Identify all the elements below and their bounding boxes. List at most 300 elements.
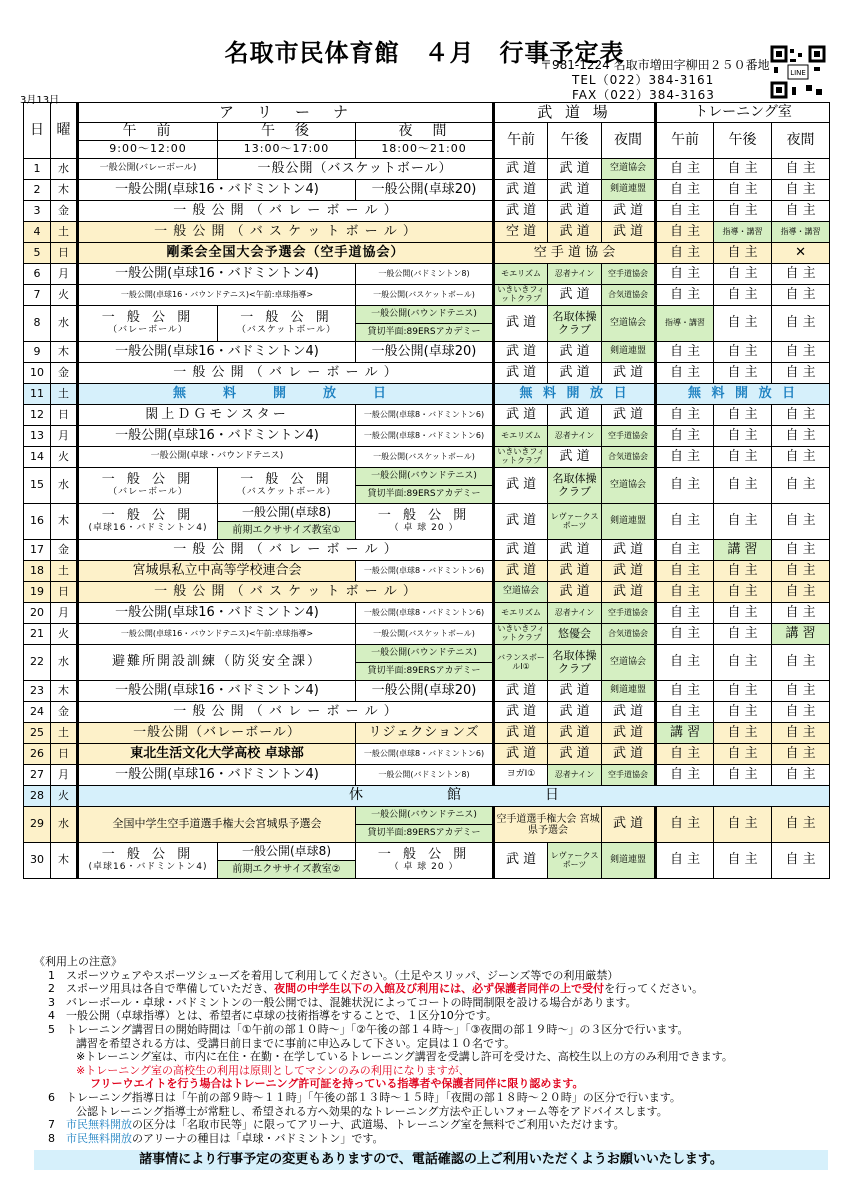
training-slot: 自 主 bbox=[714, 744, 772, 765]
arena-pm-line2: 前期エクササイズ教室② bbox=[218, 861, 355, 878]
footer-notice: 諸事情により行事予定の変更もありますので、電話確認の上ご利用いただくようお願いいたします。 bbox=[34, 1150, 828, 1170]
training-slot: 自 主 bbox=[714, 159, 772, 180]
training-slot: 自 主 bbox=[714, 447, 772, 468]
arena-all-day: 剛柔会全国大会予選会（空手道協会） bbox=[78, 243, 494, 264]
training-slot: 自 主 bbox=[656, 744, 714, 765]
closed-day: 休 館 日 bbox=[78, 786, 830, 807]
training-slot: 指導・講習 bbox=[772, 222, 830, 243]
schedule-row bbox=[24, 786, 830, 807]
training-slot: 自 主 bbox=[656, 603, 714, 624]
header-arena-pm: 午 後 bbox=[218, 123, 356, 141]
budo-free: 無 料 開 放 日 bbox=[494, 384, 656, 405]
training-slot: 自 主 bbox=[656, 807, 714, 843]
day-number: 12 bbox=[24, 405, 51, 426]
training-slot: 自 主 bbox=[656, 405, 714, 426]
budo-slot: 武 道 bbox=[494, 843, 548, 879]
header-dow: 曜 bbox=[51, 103, 78, 159]
arena-am-pm: 一般公開（バレーボール） bbox=[78, 723, 356, 744]
arena-pm-line2: 前期エクササイズ教室① bbox=[218, 522, 355, 539]
day-of-week: 水 bbox=[51, 306, 78, 342]
budo-slot: 武 道 bbox=[548, 222, 602, 243]
arena-night: リジェクションズ bbox=[356, 723, 494, 744]
training-slot: 自 主 bbox=[714, 363, 772, 384]
schedule-row bbox=[24, 285, 830, 306]
training-slot: 自 主 bbox=[772, 468, 830, 504]
budo-slot: 武 道 bbox=[602, 405, 656, 426]
training-slot: 自 主 bbox=[656, 681, 714, 702]
arena-am-pm: 一般公開(卓球16・バドミントン4) bbox=[78, 681, 356, 702]
budo-slot: 武 道 bbox=[494, 159, 548, 180]
arena-am-line2: (卓球16・バドミントン4) bbox=[88, 522, 208, 533]
day-of-week: 土 bbox=[51, 384, 78, 405]
day-of-week: 月 bbox=[51, 264, 78, 285]
arena-am-pm: 一般公開(卓球16・バドミントン4) bbox=[78, 765, 356, 786]
day-number: 26 bbox=[24, 744, 51, 765]
schedule-row bbox=[24, 180, 830, 201]
arena-pm bbox=[218, 504, 356, 540]
training-slot: 指導・講習 bbox=[714, 222, 772, 243]
qr-code-icon[interactable] bbox=[770, 45, 826, 99]
budo-slot: 武 道 bbox=[548, 723, 602, 744]
arena-night-line2: 貸切半面:89ERSアカデミー bbox=[356, 825, 492, 842]
budo-slot: 空手道協会 bbox=[602, 765, 656, 786]
header-train-h_pm_s: 午後 bbox=[714, 123, 772, 159]
training-slot: 自 主 bbox=[656, 342, 714, 363]
budo-slot: 悠優会 bbox=[548, 624, 602, 645]
arena-am bbox=[78, 468, 218, 504]
budo-slot: 武 道 bbox=[494, 363, 548, 384]
training-slot: 自 主 bbox=[656, 645, 714, 681]
schedule-row bbox=[24, 702, 830, 723]
budo-slot: 武 道 bbox=[602, 723, 656, 744]
day-number: 4 bbox=[24, 222, 51, 243]
budo-slot: 忍者ナイン bbox=[548, 603, 602, 624]
training-slot: 自 主 bbox=[656, 582, 714, 603]
arena-am-line1: 一 般 公 開 bbox=[101, 847, 195, 863]
training-slot: 自 主 bbox=[714, 285, 772, 306]
budo-slot: 武 道 bbox=[548, 405, 602, 426]
note-5: 5 トレーニング講習日の開始時間は「①午前の部１０時～」「②午後の部１４時～」「③夜間の部１９時～」の３区分で行います。 bbox=[48, 1022, 689, 1036]
budo-slot: 武 道 bbox=[548, 561, 602, 582]
schedule-row bbox=[24, 447, 830, 468]
arena-am-pm: 全国中学生空手道選手権大会宮城県予選会 bbox=[78, 807, 356, 843]
training-slot: 自 主 bbox=[656, 201, 714, 222]
day-of-week: 金 bbox=[51, 540, 78, 561]
schedule-row bbox=[24, 363, 830, 384]
day-number: 27 bbox=[24, 765, 51, 786]
schedule-row bbox=[24, 384, 830, 405]
training-slot: 自 主 bbox=[656, 285, 714, 306]
arena-night-line2: 貸切半面:89ERSアカデミー bbox=[356, 324, 492, 341]
training-slot: 自 主 bbox=[772, 843, 830, 879]
schedule-row bbox=[24, 723, 830, 744]
schedule-row bbox=[24, 201, 830, 222]
arena-night-line1: 一 般 公 開 bbox=[377, 508, 471, 524]
training-slot: 自 主 bbox=[772, 582, 830, 603]
day-of-week: 木 bbox=[51, 843, 78, 879]
budo-slot: モエリズム bbox=[494, 426, 548, 447]
day-of-week: 木 bbox=[51, 342, 78, 363]
budo-slot: 武 道 bbox=[494, 540, 548, 561]
note-6b: 公認トレーニング指導士が常駐し、希望される方へ効果的なトレーニング方法や正しいフォーム等をアドバイスします。 bbox=[76, 1104, 668, 1118]
header-budo-h_am_s: 午前 bbox=[494, 123, 548, 159]
day-of-week: 土 bbox=[51, 222, 78, 243]
training-slot: 自 主 bbox=[772, 180, 830, 201]
arena-pm bbox=[218, 468, 356, 504]
arena-am-pm: 一般公開(卓球16・バドミントン4) bbox=[78, 264, 356, 285]
budo-slot: 空 道 bbox=[494, 222, 548, 243]
note-5e: フリーウエイトを行う場合はトレーニング許可証を持っている指導者や保護者同伴に限り認めます。 bbox=[90, 1077, 584, 1091]
budo-am-pm: 空手道選手権大会 宮城県予選会 bbox=[494, 807, 602, 843]
budo-slot: 剣道連盟 bbox=[602, 681, 656, 702]
arena-am-line2: （バレーボール） bbox=[108, 324, 188, 335]
fax: FAX（022）384-3163 bbox=[572, 88, 715, 102]
arena-night bbox=[356, 468, 494, 504]
budo-slot: いきいきフィットクラブ bbox=[494, 624, 548, 645]
budo-slot: 武 道 bbox=[494, 306, 548, 342]
budo-slot: いきいきフィットクラブ bbox=[494, 447, 548, 468]
arena-pm bbox=[218, 843, 356, 879]
header-day: 日 bbox=[24, 103, 51, 159]
budo-slot: 武 道 bbox=[494, 681, 548, 702]
day-number: 28 bbox=[24, 786, 51, 807]
day-number: 13 bbox=[24, 426, 51, 447]
training-slot: 自 主 bbox=[714, 468, 772, 504]
day-number: 14 bbox=[24, 447, 51, 468]
header-budo: 武 道 場 bbox=[494, 103, 656, 123]
budo-slot: 名取体操クラブ bbox=[548, 306, 602, 342]
arena-night-line1: 一般公開(バウンドテニス) bbox=[356, 645, 492, 663]
arena-pm-line1: 一般公開(卓球8) bbox=[218, 843, 355, 861]
day-number: 25 bbox=[24, 723, 51, 744]
schedule-row bbox=[24, 624, 830, 645]
schedule-row bbox=[24, 603, 830, 624]
note-4: 4 一般公開（卓球指導）とは、希望者に卓球の技術指導をすることで、１区分10分です。 bbox=[48, 1009, 497, 1023]
training-slot: 自 主 bbox=[714, 405, 772, 426]
budo-slot: 武 道 bbox=[602, 222, 656, 243]
arena-am-line1: 一 般 公 開 bbox=[101, 310, 195, 326]
arena-am bbox=[78, 504, 218, 540]
budo-slot: いきいきフィットクラブ bbox=[494, 285, 548, 306]
training-slot: 自 主 bbox=[714, 426, 772, 447]
day-number: 29 bbox=[24, 807, 51, 843]
arena-night-line2: 貸切半面:89ERSアカデミー bbox=[356, 663, 492, 680]
day-number: 3 bbox=[24, 201, 51, 222]
training-slot: 自 主 bbox=[772, 342, 830, 363]
note-3: 3 バレーボール・卓球・バドミントンの一般公開では、混雑状況によってコートの時間制限を設ける場合があります。 bbox=[48, 995, 637, 1009]
budo-slot: 空手道協会 bbox=[602, 264, 656, 285]
day-number: 8 bbox=[24, 306, 51, 342]
training-slot: 自 主 bbox=[714, 180, 772, 201]
budo-slot: 武 道 bbox=[494, 504, 548, 540]
training-slot: 自 主 bbox=[772, 681, 830, 702]
training-slot: 自 主 bbox=[714, 624, 772, 645]
schedule-row bbox=[24, 222, 830, 243]
budo-slot: 武 道 bbox=[548, 285, 602, 306]
budo-slot: 武 道 bbox=[548, 201, 602, 222]
budo-slot: 武 道 bbox=[494, 180, 548, 201]
day-of-week: 水 bbox=[51, 645, 78, 681]
training-slot: 指導・講習 bbox=[656, 306, 714, 342]
day-of-week: 木 bbox=[51, 180, 78, 201]
arena-all-day: 一 般 公 開 （ バ レ ー ボ ー ル ） bbox=[78, 201, 494, 222]
budo-slot: 武 道 bbox=[548, 702, 602, 723]
arena-pm-line1: 一 般 公 開 bbox=[240, 310, 333, 326]
arena-night-line1: 一 般 公 開 bbox=[377, 847, 471, 863]
training-slot: 自 主 bbox=[772, 201, 830, 222]
budo-slot: 忍者ナイン bbox=[548, 765, 602, 786]
budo-slot: 武 道 bbox=[548, 744, 602, 765]
schedule-row bbox=[24, 243, 830, 264]
budo-slot: 忍者ナイン bbox=[548, 426, 602, 447]
training-slot: 自 主 bbox=[772, 264, 830, 285]
arena-am-pm: 一般公開(卓球16・バウンドテニス)<午前:卓球指導> bbox=[78, 285, 356, 306]
schedule-row bbox=[24, 843, 830, 879]
training-slot: 自 主 bbox=[656, 264, 714, 285]
training-slot: 自 主 bbox=[772, 447, 830, 468]
budo-slot: 剣道連盟 bbox=[602, 843, 656, 879]
budo-slot: モエリズム bbox=[494, 264, 548, 285]
note-1: 1 スポーツウェアやスポーツシューズを着用して利用してください。（土足やスリッパ、ジーンズ等での利用厳禁） bbox=[48, 968, 619, 982]
header-time-am: 9:00～12:00 bbox=[78, 141, 218, 159]
arena-night bbox=[356, 504, 494, 540]
schedule-row bbox=[24, 306, 830, 342]
address: 〒981-1224 名取市増田字柳田２５０番地 bbox=[540, 58, 770, 72]
note-6: 6 トレーニング指導日は「午前の部９時～１１時」「午後の部１３時～１５時」「夜間の部１８時～２０時」の区分で行います。 bbox=[48, 1090, 681, 1104]
budo-slot: 武 道 bbox=[548, 363, 602, 384]
arena-night-line2: （ 卓 球 20 ） bbox=[389, 861, 459, 872]
budo-slot: 剣道連盟 bbox=[602, 342, 656, 363]
schedule-row bbox=[24, 765, 830, 786]
budo-slot: 武 道 bbox=[548, 681, 602, 702]
arena-night: 一般公開(バスケットボール) bbox=[356, 447, 494, 468]
budo-slot: 武 道 bbox=[548, 540, 602, 561]
budo-slot: 剣道連盟 bbox=[602, 504, 656, 540]
budo-slot: 武 道 bbox=[602, 582, 656, 603]
schedule-row bbox=[24, 744, 830, 765]
training-slot: 自 主 bbox=[656, 180, 714, 201]
training-slot: 自 主 bbox=[656, 363, 714, 384]
budo-slot: 武 道 bbox=[494, 723, 548, 744]
day-of-week: 金 bbox=[51, 201, 78, 222]
header-training: トレーニング室 bbox=[656, 103, 830, 123]
budo-slot: 空道協会 bbox=[602, 468, 656, 504]
arena-pm-line2: （バスケットボール） bbox=[236, 486, 337, 497]
training-slot: 自 主 bbox=[714, 306, 772, 342]
day-number: 6 bbox=[24, 264, 51, 285]
arena-night: 一般公開(卓球20) bbox=[356, 342, 494, 363]
day-of-week: 日 bbox=[51, 582, 78, 603]
day-of-week: 水 bbox=[51, 468, 78, 504]
training-slot: 自 主 bbox=[656, 765, 714, 786]
tel: TEL（022）384-3161 bbox=[572, 73, 715, 87]
arena-night bbox=[356, 306, 494, 342]
header-budo-h_night_s: 夜間 bbox=[602, 123, 656, 159]
arena-am-pm: 一般公開(卓球16・バドミントン4) bbox=[78, 180, 356, 201]
day-of-week: 日 bbox=[51, 744, 78, 765]
budo-slot: 武 道 bbox=[494, 744, 548, 765]
schedule-row bbox=[24, 159, 830, 180]
day-number: 22 bbox=[24, 645, 51, 681]
note-5d: ※トレーニング室の高校生の利用は原則としてマシンのみの利用になりますが、 bbox=[76, 1063, 470, 1077]
arena-am-pm: 一般公開(卓球・バウンドテニス) bbox=[78, 447, 356, 468]
arena-am-line2: (卓球16・バドミントン4) bbox=[88, 861, 208, 872]
notes-title: 《利用上の注意》 bbox=[34, 955, 122, 968]
arena-pm bbox=[218, 306, 356, 342]
day-number: 9 bbox=[24, 342, 51, 363]
day-number: 7 bbox=[24, 285, 51, 306]
note-2: 2 スポーツ用具は各自で準備していただき、夜間の中学生以下の入館及び利用には、必ず保護者同伴の上で受付を行ってください。 bbox=[48, 982, 704, 996]
day-number: 30 bbox=[24, 843, 51, 879]
training-slot: 自 主 bbox=[772, 159, 830, 180]
budo-slot: ヨガⅠ① bbox=[494, 765, 548, 786]
training-slot: 自 主 bbox=[714, 201, 772, 222]
day-of-week: 月 bbox=[51, 603, 78, 624]
training-slot: 自 主 bbox=[656, 468, 714, 504]
header-train-h_am_s: 午前 bbox=[656, 123, 714, 159]
arena-night-line1: 一般公開(バウンドテニス) bbox=[356, 468, 492, 486]
training-slot: 自 主 bbox=[714, 504, 772, 540]
note-8: 8 市民無料開放のアリーナの種目は「卓球・バドミントン」です。 bbox=[48, 1131, 384, 1145]
day-of-week: 金 bbox=[51, 702, 78, 723]
train-free: 無 料 開 放 日 bbox=[656, 384, 830, 405]
budo-slot: レヴァークスポーツ bbox=[548, 843, 602, 879]
schedule-row bbox=[24, 468, 830, 504]
budo-slot: 空道協会 bbox=[602, 645, 656, 681]
arena-night: 一般公開(卓球8・バドミントン6) bbox=[356, 744, 494, 765]
schedule-row bbox=[24, 504, 830, 540]
arena-am-line1: 一 般 公 開 bbox=[101, 472, 195, 488]
training-slot: 自 主 bbox=[714, 723, 772, 744]
training-slot: 自 主 bbox=[714, 264, 772, 285]
usage-notes bbox=[34, 955, 834, 1145]
day-number: 10 bbox=[24, 363, 51, 384]
day-of-week: 土 bbox=[51, 561, 78, 582]
budo-slot: 武 道 bbox=[602, 540, 656, 561]
day-number: 2 bbox=[24, 180, 51, 201]
training-slot: 自 主 bbox=[772, 744, 830, 765]
budo-slot: 武 道 bbox=[548, 180, 602, 201]
budo-slot: 武 道 bbox=[602, 201, 656, 222]
schedule-row bbox=[24, 645, 830, 681]
budo-slot: 武 道 bbox=[602, 561, 656, 582]
arena-night bbox=[356, 843, 494, 879]
day-number: 20 bbox=[24, 603, 51, 624]
budo-slot: バランスボールI① bbox=[494, 645, 548, 681]
arena-night-line2: （ 卓 球 20 ） bbox=[389, 522, 459, 533]
day-number: 1 bbox=[24, 159, 51, 180]
day-of-week: 月 bbox=[51, 426, 78, 447]
training-slot: 自 主 bbox=[656, 504, 714, 540]
day-number: 17 bbox=[24, 540, 51, 561]
issue-date: 3月13日 bbox=[20, 95, 60, 106]
arena-night: 一般公開(バスケットボール) bbox=[356, 285, 494, 306]
day-of-week: 月 bbox=[51, 765, 78, 786]
day-number: 21 bbox=[24, 624, 51, 645]
day-number: 19 bbox=[24, 582, 51, 603]
arena-night: 一般公開(バドミントン8) bbox=[356, 264, 494, 285]
arena-am-pm: 避難所開設訓練（防災安全課） bbox=[78, 645, 356, 681]
budo-slot: 武 道 bbox=[548, 447, 602, 468]
arena-am-pm: 東北生活文化大学高校 卓球部 bbox=[78, 744, 356, 765]
arena-am-pm: 一般公開(卓球16・バドミントン4) bbox=[78, 426, 356, 447]
arena-all-day: 一 般 公 開 （ バ ス ケ ッ ト ボ ー ル ） bbox=[78, 582, 494, 603]
training-slot: 自 主 bbox=[656, 159, 714, 180]
training-slot: ✕ bbox=[772, 243, 830, 264]
training-slot: 自 主 bbox=[772, 363, 830, 384]
training-slot: 自 主 bbox=[656, 702, 714, 723]
arena-pm-line1: 一般公開(卓球8) bbox=[218, 504, 355, 522]
training-slot: 自 主 bbox=[714, 603, 772, 624]
training-slot: 自 主 bbox=[772, 702, 830, 723]
training-slot: 自 主 bbox=[714, 243, 772, 264]
arena-night: 一般公開(卓球8・バドミントン6) bbox=[356, 603, 494, 624]
arena-all-day: 一 般 公 開 （ バ レ ー ボ ー ル ） bbox=[78, 363, 494, 384]
arena-pm-line2: （バスケットボール） bbox=[236, 324, 337, 335]
note-5c: ※トレーニング室は、市内に在住・在勤・在学しているトレーニング講習を受講し許可を受けた、高校生以上の方のみ利用できます。 bbox=[76, 1050, 733, 1064]
note-5b: 講習を希望される方は、受講日前日までに事前に申込みして下さい。定員は１０名です。 bbox=[76, 1036, 516, 1050]
arena-pm-line1: 一 般 公 開 bbox=[240, 472, 333, 488]
training-slot: 自 主 bbox=[772, 285, 830, 306]
header-train-h_night_s: 夜間 bbox=[772, 123, 830, 159]
budo-slot: 忍者ナイン bbox=[548, 264, 602, 285]
training-slot: 自 主 bbox=[714, 807, 772, 843]
budo-slot: 空道協会 bbox=[602, 159, 656, 180]
arena-am-pm: 一般公開(卓球16・バドミントン4) bbox=[78, 603, 356, 624]
arena-night: 一般公開(バスケットボール) bbox=[356, 624, 494, 645]
arena-free: 無 料 開 放 日 bbox=[78, 384, 494, 405]
training-slot: 自 主 bbox=[772, 306, 830, 342]
training-slot: 自 主 bbox=[656, 624, 714, 645]
training-slot: 講 習 bbox=[772, 624, 830, 645]
day-of-week: 火 bbox=[51, 786, 78, 807]
schedule-row bbox=[24, 681, 830, 702]
budo-slot: モエリズム bbox=[494, 603, 548, 624]
day-number: 11 bbox=[24, 384, 51, 405]
budo-slot: 武 道 bbox=[602, 702, 656, 723]
training-slot: 自 主 bbox=[772, 807, 830, 843]
day-of-week: 火 bbox=[51, 447, 78, 468]
training-slot: 自 主 bbox=[656, 447, 714, 468]
arena-night: 一般公開(卓球20) bbox=[356, 681, 494, 702]
schedule-row bbox=[24, 582, 830, 603]
training-slot: 講 習 bbox=[656, 723, 714, 744]
training-slot: 自 主 bbox=[772, 765, 830, 786]
header-budo-h_pm_s: 午後 bbox=[548, 123, 602, 159]
day-of-week: 火 bbox=[51, 285, 78, 306]
training-slot: 自 主 bbox=[772, 426, 830, 447]
budo-slot: 合気道協会 bbox=[602, 447, 656, 468]
arena-night-line1: 一般公開(バウンドテニス) bbox=[356, 807, 492, 825]
training-slot: 自 主 bbox=[714, 681, 772, 702]
budo-slot: 剣道連盟 bbox=[602, 180, 656, 201]
arena-am bbox=[78, 843, 218, 879]
header-arena-am: 午 前 bbox=[78, 123, 218, 141]
arena-night-line1: 一般公開(バウンドテニス) bbox=[356, 306, 492, 324]
arena-night: 一般公開(卓球20) bbox=[356, 180, 494, 201]
training-slot: 自 主 bbox=[656, 222, 714, 243]
schedule-row bbox=[24, 807, 830, 843]
day-of-week: 火 bbox=[51, 624, 78, 645]
budo-slot: 武 道 bbox=[494, 702, 548, 723]
training-slot: 自 主 bbox=[714, 582, 772, 603]
page-title: 名取市民体育館 ４月 行事予定表 bbox=[224, 39, 625, 67]
training-slot: 自 主 bbox=[772, 405, 830, 426]
arena-night-line2: 貸切半面:89ERSアカデミー bbox=[356, 486, 492, 503]
schedule-table bbox=[23, 102, 830, 879]
day-number: 5 bbox=[24, 243, 51, 264]
arena-am bbox=[78, 306, 218, 342]
